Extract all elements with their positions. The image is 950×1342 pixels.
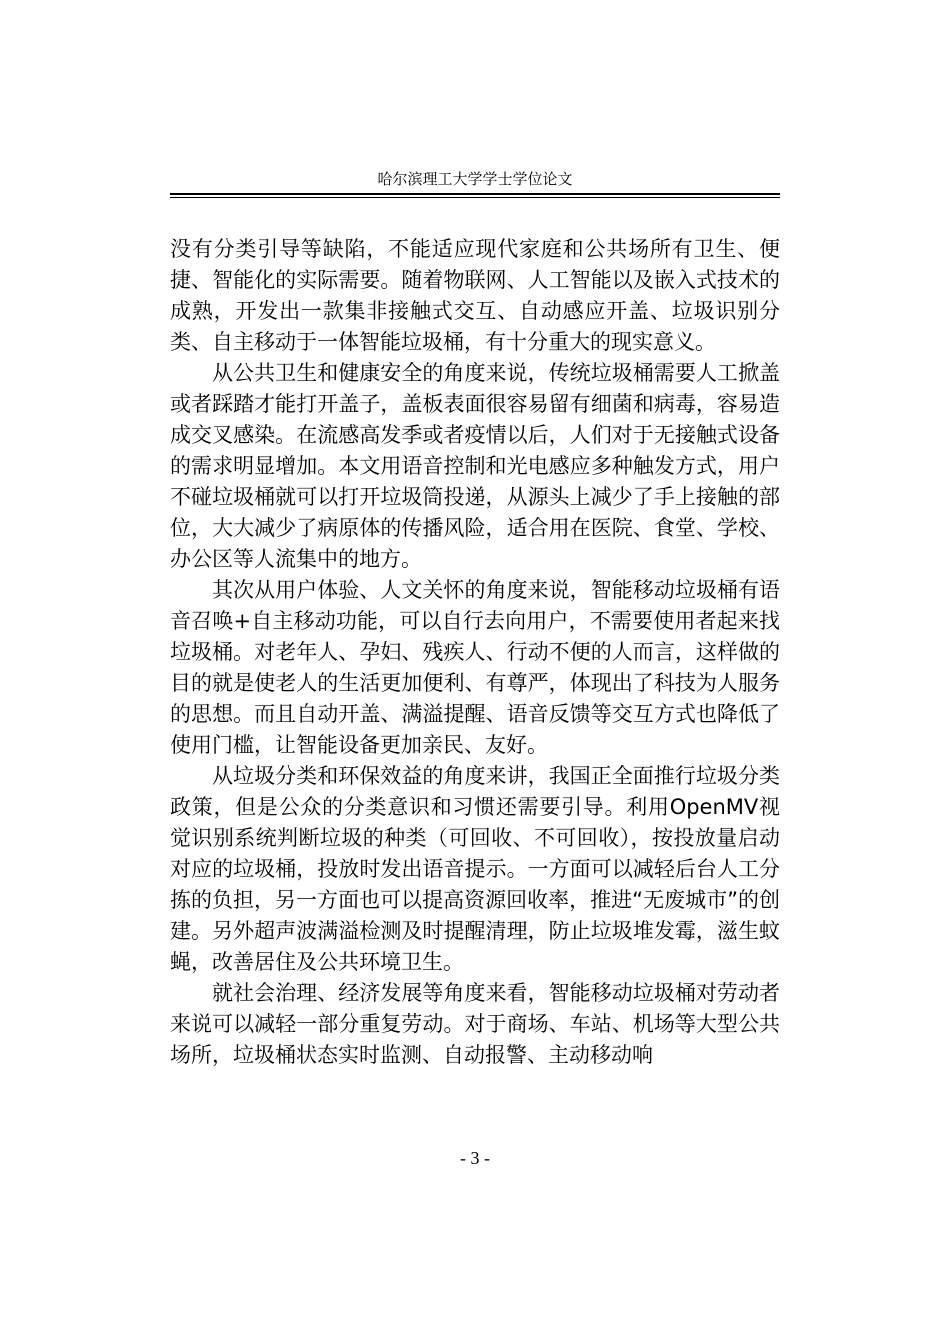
running-header: 哈尔滨理工大学学士学位论文 — [377, 170, 573, 188]
paragraph-waste-sorting: 从垃圾分类和环保效益的角度来讲，我国正全面推行垃圾分类政策，但是公众的分类意识和习惯还需要引导。利用OpenMV视觉识别系统判断垃圾的种类（可回收、不可回收），按投放量启动对应的垃圾桶，投放时发出语音提示。一方面可以减轻后台人工分拣的负担，另一方面也可以提高资源回收率，推进“无废城市”的创建。另外超声波满溢检测及时提醒清理，防止垃圾堆发霉，滋生蚊蝇，改善居住及公共环境卫生。 — [170, 764, 780, 974]
page-number: - 3 - — [460, 1148, 490, 1168]
header-rule — [170, 193, 780, 198]
paragraph-user-experience: 其次从用户体验、人文关怀的角度来说，智能移动垃圾桶有语音召唤+自主移动功能，可以自行去向用户，不需要使用者起来找垃圾桶。对老年人、孕妇、残疾人、行动不便的人而言，这样做的目的就是使老人的生活更加便利、有尊严，体现出了科技为人服务的思想。而且自动开盖、满溢提醒、语音反馈等交互方式也降低了使用门槛，让智能设备更加亲民、友好。 — [170, 578, 780, 757]
paragraph-public-health: 从公共卫生和健康安全的角度来说，传统垃圾桶需要人工掀盖或者踩踏才能打开盖子，盖板表面很容易留有细菌和病毒，容易造成交叉感染。在流感高发季或者疫情以后，人们对于无接触式设备的需求明显增加。本文用语音控制和光电感应多种触发方式，用户不碰垃圾桶就可以打开垃圾筒投递，从源头上减少了手上接触的部位，大大减少了病原体的传播风险，适合用在医院、食堂、学校、办公区等人流集中的地方。 — [170, 361, 780, 571]
body-text — [170, 234, 780, 1071]
paragraph-continued: 没有分类引导等缺陷，不能适应现代家庭和公共场所有卫生、便捷、智能化的实际需要。随着物联网、人工智能以及嵌入式技术的成熟，开发出一款集非接触式交互、自动感应开盖、垃圾识别分类、自主移动于一体智能垃圾桶，有十分重大的现实意义。 — [170, 237, 780, 354]
paragraph-social-governance: 就社会治理、经济发展等角度来看，智能移动垃圾桶对劳动者来说可以减轻一部分重复劳动。对于商场、车站、机场等大型公共场所，垃圾桶状态实时监测、自动报警、主动移动响 — [170, 981, 780, 1067]
